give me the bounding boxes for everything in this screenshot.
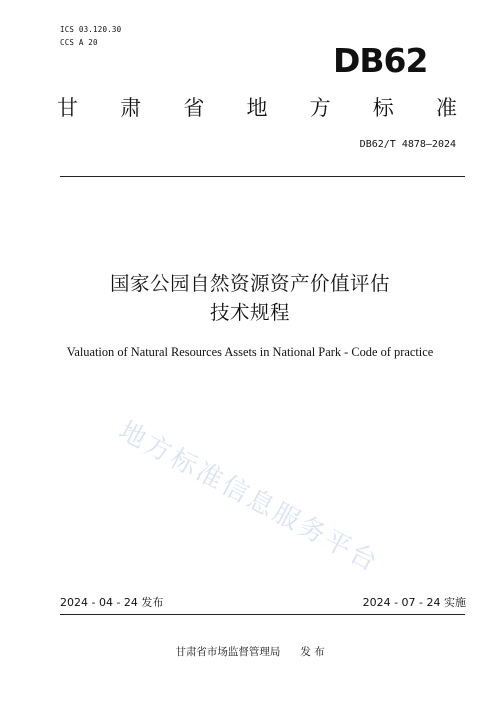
standard-number: DB62/T 4878—2024 [359,139,456,150]
top-divider [60,176,465,177]
document-title-cn-line1: 国家公园自然资源资产价值评估 [109,272,390,295]
document-title-cn-line2: 技术规程 [209,301,290,324]
publisher-name: 甘肃省市场监督管理局 [175,646,281,658]
title-char: 肃 [120,96,142,120]
watermark-text: 地方标准信息服务平台 [113,416,385,579]
title-char: 地 [246,96,268,120]
title-char: 方 [309,96,331,120]
issue-date: 2024 - 04 - 24 发布 [60,596,164,609]
title-char: 标 [372,96,394,120]
db-logo: DB62 [333,41,428,80]
publisher-action: 发 布 [300,646,325,658]
title-char: 省 [183,96,205,120]
ccs-code: CCS A 20 [60,38,98,47]
title-char: 准 [435,96,457,120]
province-standard-title [0,93,500,123]
implementation-date: 2024 - 07 - 24 实施 [362,596,466,609]
document-title-en: Valuation of Natural Resources Assets in National Park - Code of practice [66,345,434,359]
publisher-line [0,644,500,660]
bottom-divider [60,614,465,615]
ics-code: ICS 03.120.30 [60,25,122,34]
title-char: 甘 [57,96,78,120]
